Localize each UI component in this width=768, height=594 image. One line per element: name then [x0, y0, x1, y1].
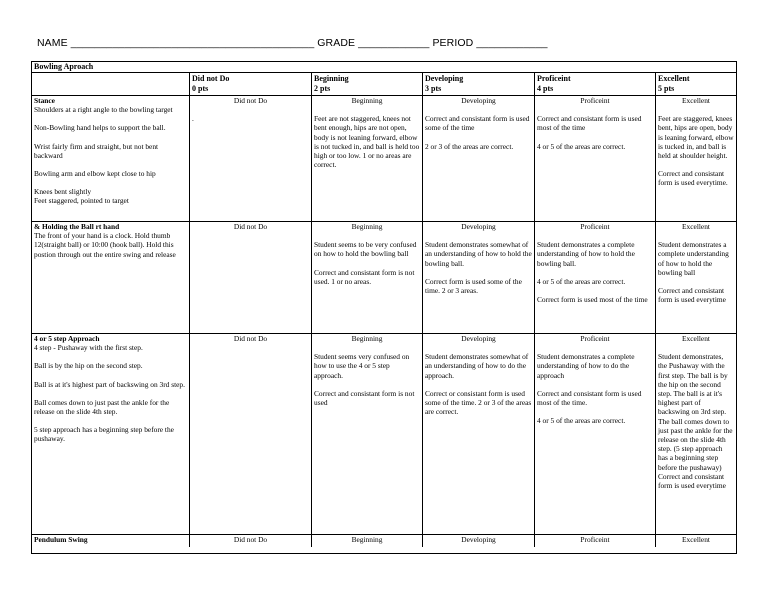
cell-description: Correct and consistant form is used some of the time	[425, 114, 530, 133]
score-cell-developing	[422, 222, 534, 333]
cell-description: Correct and consistant form is used everytime	[658, 286, 726, 305]
cell-description: Student seems very confused on how to use the 4 or 5 step approach.	[314, 352, 410, 380]
criteria-item: Wrist fairly firm and straight, but not bent backward	[34, 141, 159, 160]
cell-level-label: Did not Do	[233, 222, 268, 231]
cell-description: Correct and consistant form is not used	[314, 388, 415, 408]
level-header-developing	[422, 73, 534, 95]
level-name: Did not Do	[192, 74, 230, 83]
level-header-row	[32, 73, 736, 96]
rubric-row-stance	[32, 96, 736, 222]
criteria-item: Knees bent slightly	[34, 187, 92, 197]
cell-description: Feet are staggered, knees bent, hips are open, body is leaning forward, elbow is tucked in, and ball is held at shoulder height.	[658, 114, 734, 161]
cell-level-label: Developing	[461, 222, 496, 231]
score-cell-proficient	[534, 334, 655, 534]
score-cell-beginning	[311, 334, 422, 534]
cell-description: Correct or consistant form is used some of the time. 2 or 3 of the areas are correct.	[425, 388, 532, 417]
level-header-proficient	[534, 73, 655, 95]
cell-level-label: Excellent	[682, 96, 710, 105]
rubric-row-pendulum-swing	[32, 535, 736, 547]
cell-level-label: Beginning	[351, 334, 383, 343]
level-name: Beginning	[314, 74, 349, 83]
cell-description: .	[192, 114, 194, 124]
cell-description: Student demonstrates a complete understanding of how to hold the bowling ball.	[537, 240, 635, 268]
score-cell-developing	[422, 96, 534, 221]
score-cell-beginning	[311, 222, 422, 333]
rubric-row-step-approach	[32, 334, 736, 535]
criteria-item: Ball is at it's highest part of backswing on 3rd step.	[34, 379, 185, 389]
criteria-title: Stance	[34, 96, 55, 105]
score-cell-did-not-do	[189, 222, 311, 333]
cell-level-label: Did not Do	[233, 334, 268, 343]
score-cell-did-not-do	[189, 334, 311, 534]
cell-level-label: Beginning	[351, 96, 383, 105]
student-info-header: NAME _________________________________________ GRADE ____________ PERIOD ____________	[37, 37, 548, 49]
level-header-did-not-do	[189, 73, 311, 95]
cell-description: Student demonstrates a complete understanding of how to do the approach	[537, 352, 635, 380]
cell-level-label: Developing	[461, 96, 496, 105]
cell-level-label: Proficeint	[580, 535, 610, 544]
cell-description: 2 or 3 of the areas are correct.	[425, 141, 514, 151]
score-cell-developing	[422, 334, 534, 534]
criteria-cell	[32, 334, 189, 534]
criteria-item: Shoulders at a right angle to the bowling target	[34, 105, 173, 115]
cell-level-label: Developing	[461, 535, 496, 544]
criteria-cell	[32, 222, 189, 333]
cell-level-label: Did not Do	[233, 535, 268, 544]
criteria-cell	[32, 535, 189, 547]
rubric-row-holding-ball	[32, 222, 736, 334]
criteria-title: Pendulum Swing	[34, 535, 88, 544]
criteria-title: & Holding the Ball rt hand	[34, 222, 120, 231]
criteria-cell	[32, 96, 189, 221]
cell-level-label: Did not Do	[233, 96, 268, 105]
rubric-table	[31, 61, 737, 554]
cell-description: Student demonstrates, the Pushaway with the first step. The ball is by the hip on the second step. The ball is at it's highest part of backswing on 3rd step. The ball comes down to just past the ankle for the release on the slide 4th step. (5 step approach has a beginning step before the pushaway) Correct and consistant form is used everytime	[658, 352, 733, 491]
criteria-title: 4 or 5 step Approach	[34, 334, 100, 343]
criteria-item: Bowling arm and elbow kept close to hip	[34, 169, 156, 179]
cell-level-label: Beginning	[351, 535, 383, 544]
criteria-item: 5 step approach has a beginning step before the pushaway.	[34, 425, 174, 444]
rubric-title: Bowling Aproach	[32, 62, 736, 73]
score-cell-did-not-do	[189, 535, 311, 547]
score-cell-excellent	[655, 334, 736, 534]
cell-level-label: Proficeint	[580, 222, 610, 231]
criteria-item: Ball comes down to just past the ankle for the release on the slide 4th step.	[34, 397, 170, 417]
cell-description: Student demonstrates somewhat of an understanding of how to do the approach.	[425, 352, 529, 380]
cell-description: Correct and consistant form is used most of the time	[537, 114, 642, 133]
level-header-beginning	[311, 73, 422, 95]
level-points: 0 pts	[192, 83, 209, 93]
cell-level-label: Excellent	[682, 222, 710, 231]
criteria-item: Non-Bowling hand helps to support the ball.	[34, 123, 166, 133]
cell-description: 4 or 5 of the areas are correct.	[537, 276, 626, 286]
score-cell-excellent	[655, 535, 736, 547]
score-cell-excellent	[655, 222, 736, 333]
level-header-excellent	[655, 73, 736, 95]
cell-description: Correct form is used some of the time. 2 or 3 areas.	[425, 276, 522, 296]
criteria-item: 4 step - Pushaway with the first step.	[34, 343, 143, 353]
level-name: Proficeint	[537, 74, 571, 83]
cell-description: Correct and consistant form is used most of the time.	[537, 388, 642, 408]
criteria-item: Ball is by the hip on the second step.	[34, 361, 143, 371]
cell-description: Feet are not staggered, knees not bent enough, hips are not open, body is not leaning forward, elbow is not tucked in, and ball is held too high or too low. 1 or no areas are correct.	[314, 114, 420, 170]
cell-description: 4 or 5 of the areas are correct.	[537, 416, 626, 426]
score-cell-beginning	[311, 96, 422, 221]
level-name: Developing	[425, 74, 464, 83]
level-name: Excellent	[658, 74, 690, 83]
cell-description: Correct form is used most of the time	[537, 295, 648, 305]
cell-level-label: Proficeint	[580, 96, 610, 105]
score-cell-beginning	[311, 535, 422, 547]
cell-description: Student seems to be very confused on how to hold the bowling ball	[314, 240, 417, 259]
cell-description: Correct and consistant form is not used. 1 or no areas.	[314, 267, 415, 286]
cell-description: Student demonstrates somewhat of an understanding of how to hold the bowling ball.	[425, 240, 532, 268]
criteria-item: Feet staggered, pointed to target	[34, 196, 129, 206]
score-cell-developing	[422, 535, 534, 547]
criteria-item: The front of your hand is a clock. Hold thumb 12(straight ball) or 10:00 (hook ball). Hold this postion through out the entire swing and release	[34, 231, 176, 259]
level-points: 3 pts	[425, 83, 442, 93]
level-points: 5 pts	[658, 83, 675, 93]
cell-level-label: Developing	[461, 334, 496, 343]
cell-level-label: Beginning	[351, 222, 383, 231]
cell-level-label: Proficeint	[580, 334, 610, 343]
score-cell-did-not-do	[189, 96, 311, 221]
score-cell-proficient	[534, 222, 655, 333]
score-cell-proficient	[534, 96, 655, 221]
level-points: 4 pts	[537, 83, 554, 93]
cell-level-label: Excellent	[682, 334, 710, 343]
level-points: 2 pts	[314, 83, 331, 93]
score-cell-excellent	[655, 96, 736, 221]
criteria-header-cell	[32, 73, 189, 95]
cell-level-label: Excellent	[682, 535, 710, 544]
cell-description: Student demonstrates a complete understanding of how to hold the bowling ball	[658, 240, 729, 277]
cell-description: Correct and consistant form is used everytime.	[658, 169, 728, 188]
cell-description: 4 or 5 of the areas are correct.	[537, 141, 626, 151]
score-cell-proficient	[534, 535, 655, 547]
